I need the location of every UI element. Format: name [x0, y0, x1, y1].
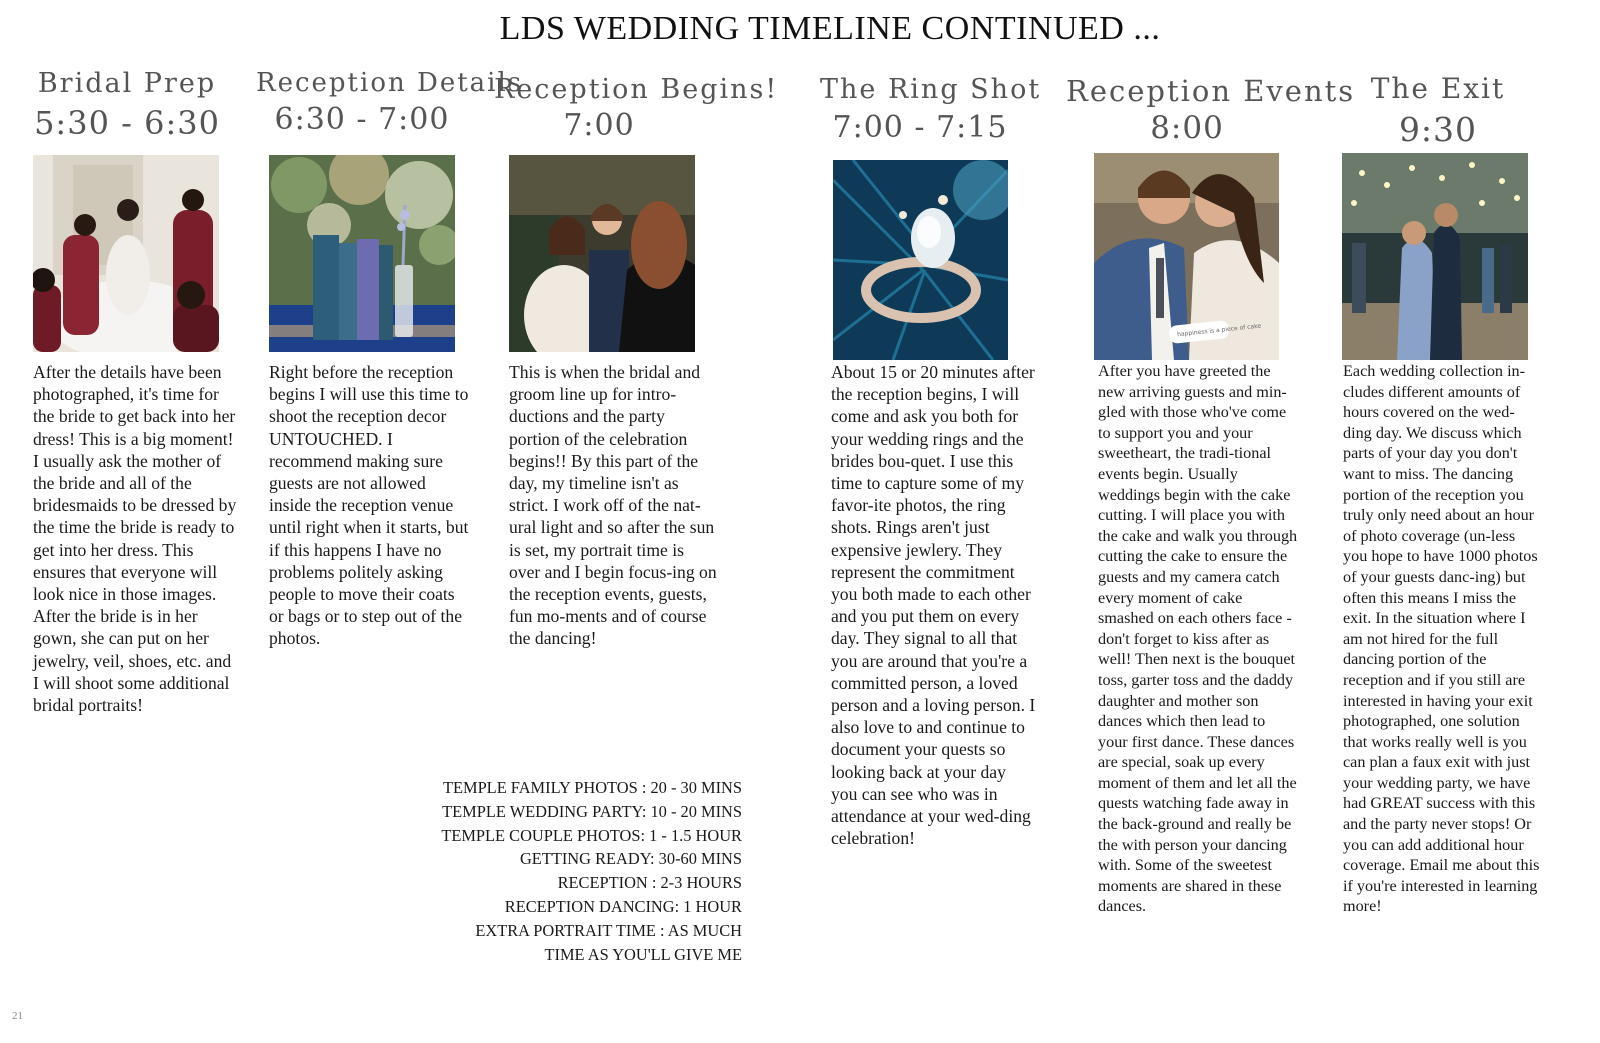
column-body-text: After the details have been photographed, it's time for the bride to get back into her dress! This is a big moment! I usually ask the mother of the bride and all of the bridesmaids to be dressed by the time the bride is ready to get into her dress. This ensures that everyone will look nice in those images. After the bride is in her gown, she can put on her jewelry, veil, shoes, etc. and I will shoot some additional bridal portraits! — [33, 362, 237, 716]
summary-line: EXTRA PORTRAIT TIME : AS MUCH — [475, 920, 742, 940]
column-body-text: Right before the reception begins I will use this time to shoot the reception decor UNTOUCHED. I recommend making sure guests are not allowed inside the reception venue until right when it starts, but if this happens I have no problems politely asking people to move their coats or bags or to step out of the photos. — [269, 362, 469, 649]
column-time: 8:00 — [1150, 110, 1224, 146]
summary-line: GETTING READY: 30-60 MINS — [519, 849, 742, 869]
column-time: 9:30 — [1398, 110, 1478, 149]
column-time: 6:30 - 7:00 — [274, 102, 450, 137]
column-heading: The Exit — [1370, 72, 1506, 105]
reception-details-photo — [269, 155, 455, 352]
column-heading: Reception Details — [256, 68, 524, 98]
summary-line: RECEPTION : 2-3 HOURS — [557, 873, 742, 893]
column-body-text: This is when the bridal and groom line up for intro-ductions and the party portion of the celebration begins!! By this part of the day, my timeline isn't as strict. I work off of the nat-ural light and so after the sun is set, my portrait time is over and I begin focus-ing on the reception events, guests, fun mo-ments and of course the dancing! — [509, 362, 717, 649]
bridal-prep-photo — [33, 155, 219, 352]
exit-photo — [1342, 153, 1528, 360]
column-heading: Bridal Prep — [37, 68, 217, 99]
page-title: LDS WEDDING TIMELINE CONTINUED ... — [499, 10, 1161, 47]
ring-photo — [833, 160, 1008, 360]
column-body-text: After you have greeted the new arriving guests and min-gled with those who've come to support you and your sweetheart, the tradi-tional events begin. Usually weddings begin with the cake cutting. I will place you with the cake and walk you through cutting the cake to ensure the guests and my camera catch every moment of cake smashed on each others face - don't forget to kiss after as well! Then next is the bouquet toss, garter toss and the daddy daughter and mother son dances which then lead to your first dance. These dances are special, soak up every moment of them and let all the quests watching fade away in the back-ground and really be the with person your dancing with. Some of the sweetest moments are shared in these dances. — [1098, 362, 1298, 916]
cake-cutting-photo — [1094, 153, 1279, 360]
column-time: 5:30 - 6:30 — [34, 104, 220, 142]
column-time: 7:00 — [563, 108, 635, 143]
photo-caption: happiness is a piece of cake — [1176, 322, 1262, 339]
column-heading: The Ring Shot — [820, 74, 1042, 105]
summary-line: TEMPLE FAMILY PHOTOS : 20 - 30 MINS — [442, 778, 742, 797]
summary-line: TEMPLE WEDDING PARTY: 10 - 20 MINS — [442, 801, 742, 821]
page-number: 21 — [12, 1010, 23, 1022]
summary-line: RECEPTION DANCING: 1 HOUR — [504, 896, 742, 916]
summary-line: TIME AS YOU'LL GIVE ME — [544, 944, 742, 964]
column-heading: Reception Events — [1066, 74, 1356, 108]
column-heading: Reception Begins! — [494, 74, 779, 105]
timeline-summary — [380, 776, 742, 966]
column-body-text: About 15 or 20 minutes after the reception begins, I will come and ask you both for your wedding rings and the brides bou-quet. I use this time to capture some of my favor-ite photos, the ring shots. Rings aren't just expensive jewlery. They represent the commitment you both made to each other and you put them on every day. They signal to all that you are around that you're a committed person, a loved person and a loving person. I also love to and continue to document your quests so looking back at your day you can see who was in attendance at your wed-ding celebration! — [831, 362, 1036, 849]
column-body-text: Each wedding collection in-cludes different amounts of hours covered on the wed-ding day. We discuss which parts of your day you don't want to miss. The dancing portion of the reception you truly only need about an hour of photo coverage (un-less you hope to have 1000 photos of your guests danc-ing) but often this means I miss the exit. In the situation where I am not hired for the full dancing portion of the reception and if you still are interested in having your exit photographed, one solution that works really well is you can plan a faux exit with just your wedding party, we have had GREAT success with this and the party never stops! Or you can add additional hour coverage. Email me about this if you're interested in learning more! — [1343, 362, 1540, 916]
column-time: 7:00 - 7:15 — [832, 110, 1008, 145]
summary-line: TEMPLE COUPLE PHOTOS: 1 - 1.5 HOUR — [441, 825, 742, 845]
reception-begins-photo — [509, 155, 695, 352]
